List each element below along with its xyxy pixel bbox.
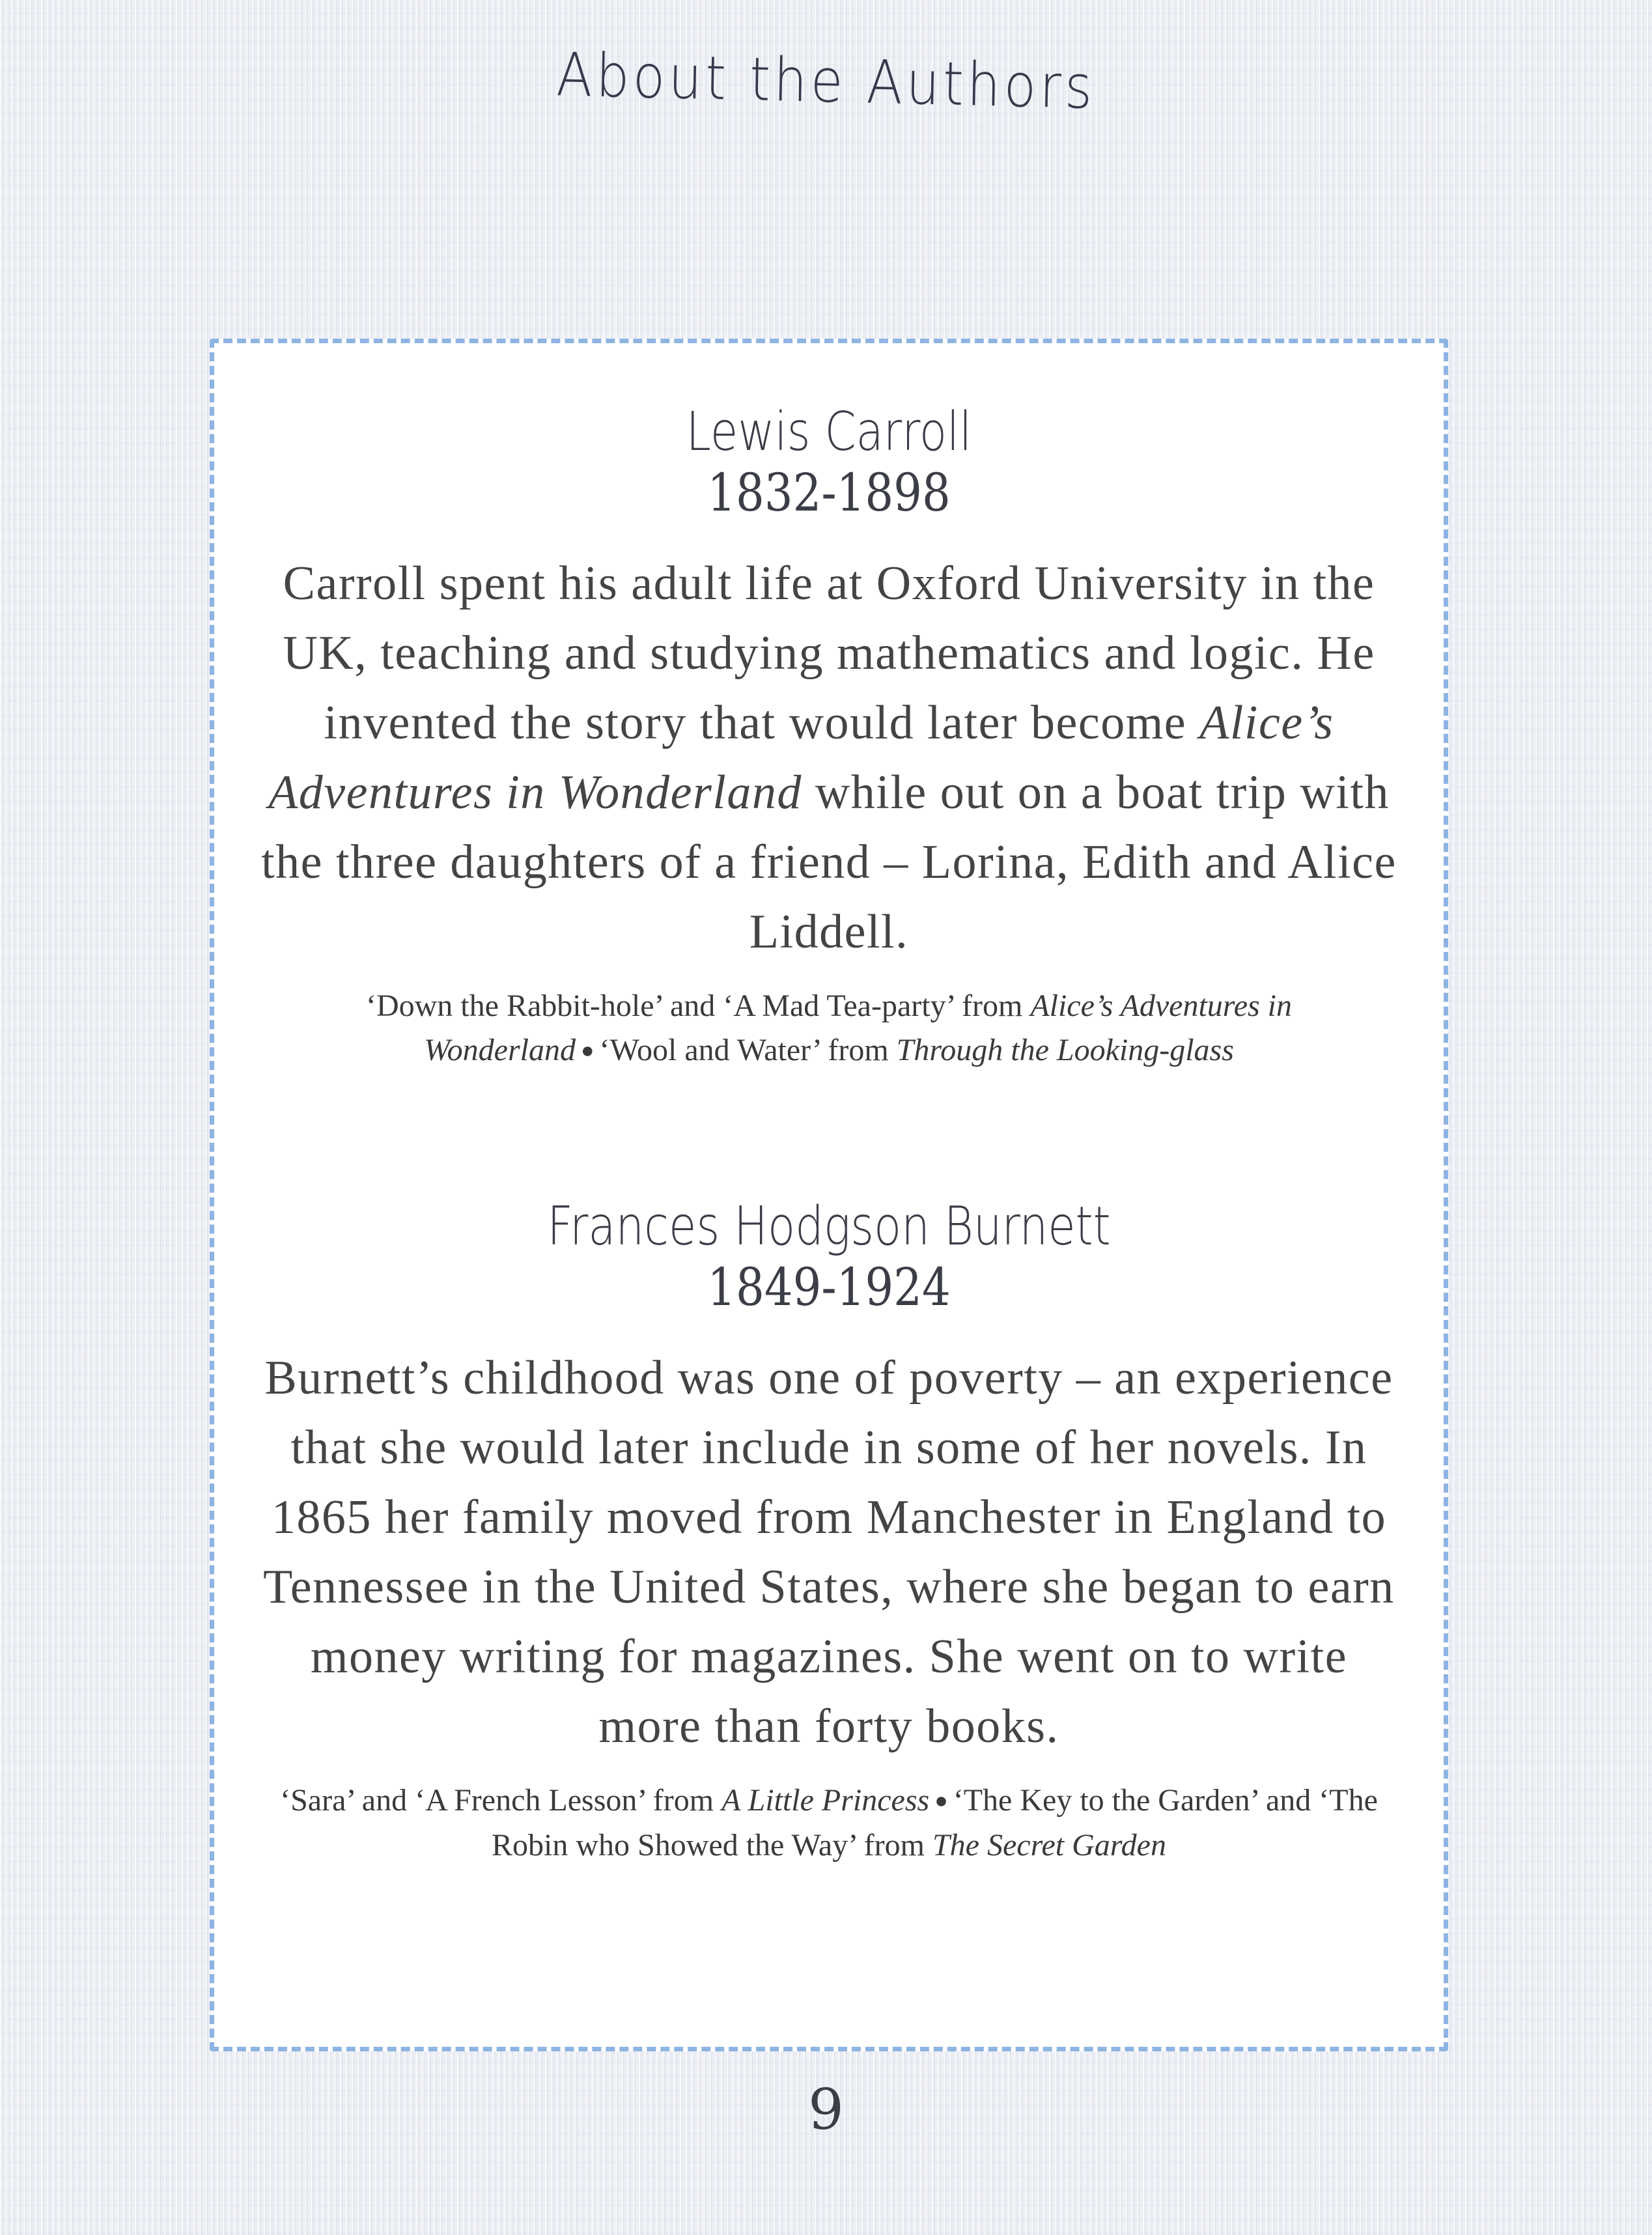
authors-box — [210, 339, 1448, 2051]
story-sources — [275, 984, 1382, 1073]
author-section-carroll — [214, 402, 1444, 1073]
author-bio — [256, 549, 1402, 967]
source-text: ‘Down the Rabbit-hole’ and ‘A Mad Tea-party’ from — [365, 989, 1031, 1024]
story-sources — [275, 1778, 1382, 1868]
author-dates: 1832-1898 — [707, 462, 951, 524]
author-name: Lewis Carroll — [686, 401, 972, 463]
author-bio: Burnett’s childhood was one of poverty – an experience that she would later include in some of her novels. In 1865 her family moved from Manchester in England to Tennessee in the United States, where she began to earn money writing for magazines. She went on to write more than forty books. — [263, 1351, 1395, 1754]
source-text: ‘The Key to the Garden’ and ‘The Robin who Showed the Way’ from — [492, 1783, 1378, 1863]
author-name: Frances Hodgson Burnett — [547, 1196, 1111, 1258]
bio-book-title: Alice’s Adventures in Wonderland — [268, 696, 1334, 820]
source-book-title: Through the Looking-glass — [896, 1033, 1234, 1068]
author-dates: 1849-1924 — [707, 1257, 951, 1318]
source-book-title: The Secret Garden — [932, 1828, 1166, 1863]
source-text: ‘Sara’ and ‘A French Lesson’ from — [280, 1783, 722, 1818]
bio-text: while out on a boat trip with the three daughters of a friend – Lorina, Edith and Alice Liddell. — [261, 766, 1397, 959]
author-section-burnett — [214, 1196, 1444, 1868]
page-number: 9 — [808, 2077, 844, 2143]
source-book-title: Alice’s Adventures in Wonderland — [424, 989, 1293, 1068]
bio-text: Carroll spent his adult life at Oxford University in the UK, teaching and studying mathematics and logic. He invented the story that would later become — [283, 557, 1375, 750]
bullet-separator: ● — [580, 1039, 595, 1063]
bullet-separator: ● — [934, 1789, 948, 1814]
source-text: ‘Wool and Water’ from — [599, 1033, 897, 1068]
page-title: About the Authors — [555, 40, 1097, 122]
source-book-title: A Little Princess — [721, 1783, 930, 1818]
